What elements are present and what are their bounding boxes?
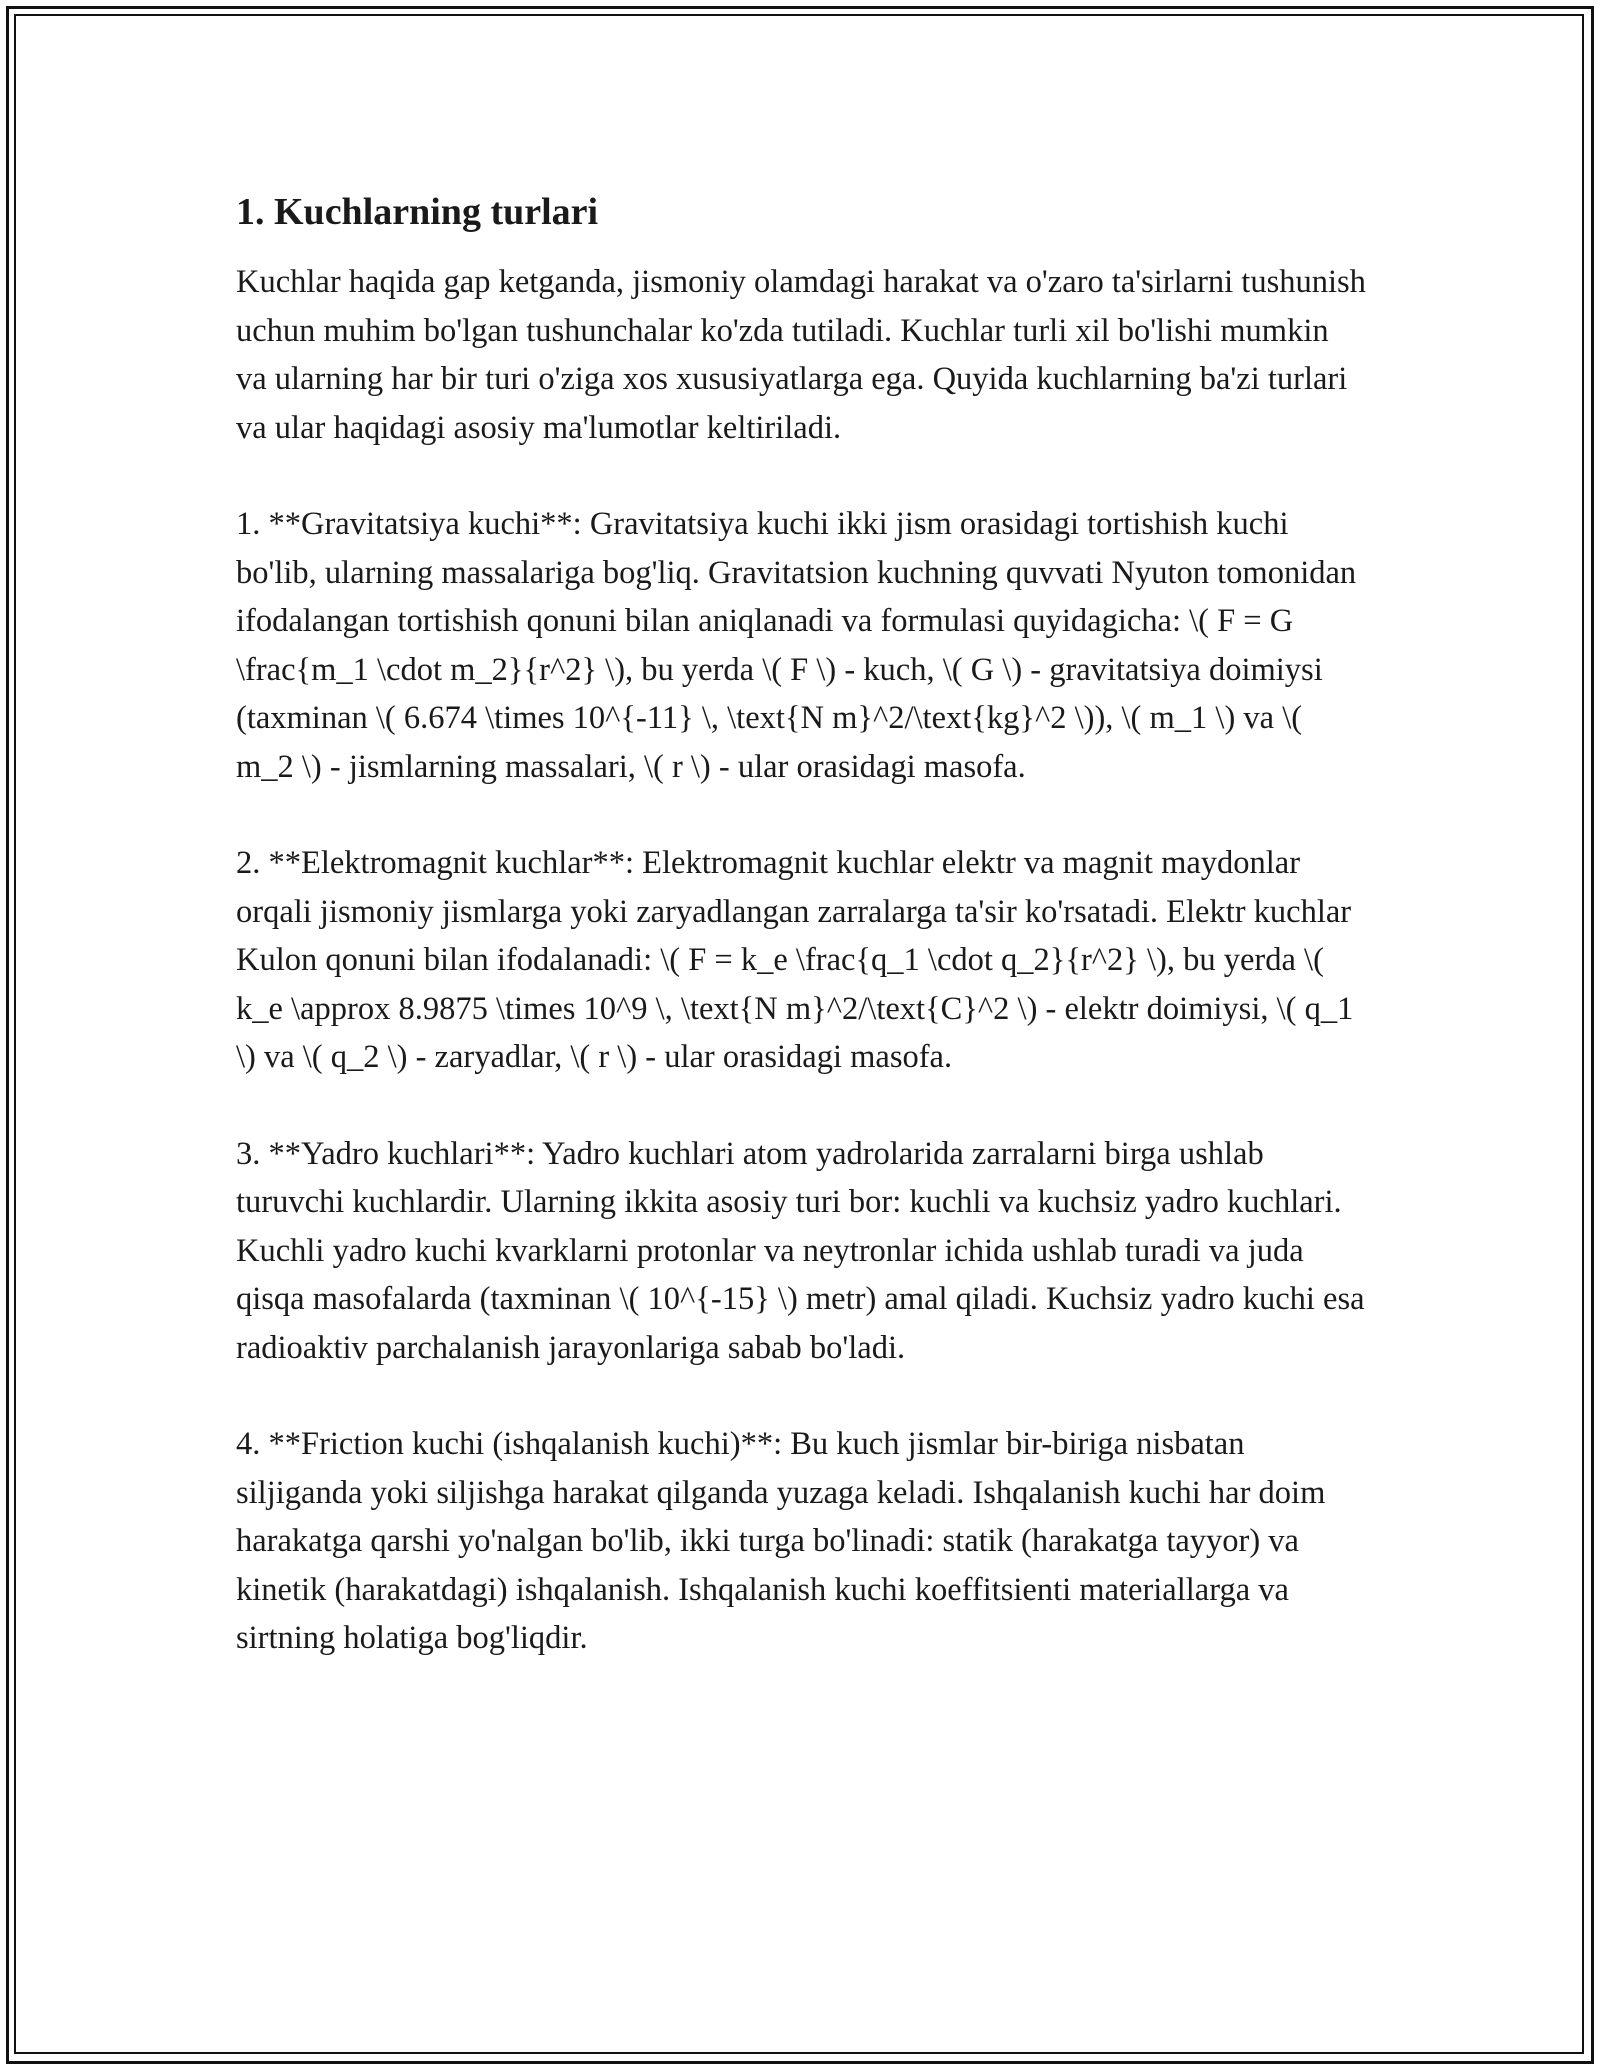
section-heading: 1. Kuchlarning turlari (236, 191, 599, 233)
gravity-paragraph: 1. **Gravitatsiya kuchi**: Gravitatsiya kuchi ikki jism orasidagi tortishish kuchi bo'lib, ularning massalariga bog'liq. Gravitatsion kuchning quvvati Nyuton tomonidan ifodalangan tortishish qonuni bilan aniqlanadi va formulasi quyidagicha: \( F = G \frac{m_1 \cdot m_2}{r^2} \), bu yerda \( F \) - kuch, \( G \) - gravitatsiya doimiysi (taxminan \( 6.674 \times 10^{-11} \, \text{N m}^2/\text{kg}^2 \)), \( m_1 \) va \( m_2 \) - jismlarning massalari, \( r \) - ular orasidagi masofa. (236, 506, 1357, 785)
intro-paragraph: Kuchlar haqida gap ketganda, jismoniy olamdagi harakat va o'zaro ta'sirlarni tushunish uchun muhim bo'lgan tushunchalar ko'zda tutiladi. Kuchlar turli xil bo'lishi mumkin va ularning har bir turi o'ziga xos xususiyatlarga ega. Quyida kuchlarning ba'zi turlari va ular haqidagi asosiy ma'lumotlar keltiriladi. (236, 264, 1366, 446)
friction-paragraph: 4. **Friction kuchi (ishqalanish kuchi)**: Bu kuch jismlar bir-biriga nisbatan siljiganda yoki siljishga harakat qilganda yuzaga keladi. Ishqalanish kuchi har doim harakatga qarshi yo'nalgan bo'lib, ikki turga bo'linadi: statik (harakatga tayyor) va kinetik (harakatdagi) ishqalanish. Ishqalanish kuchi koeffitsienti materiallarga va sirtning holatiga bog'liqdir. (236, 1426, 1326, 1656)
electromagnetic-paragraph: 2. **Elektromagnit kuchlar**: Elektromagnit kuchlar elektr va magnit maydonlar orqali jismoniy jismlarga yoki zaryadlangan zarralarga ta'sir ko'rsatadi. Elektr kuchlar Kulon qonuni bilan ifodalanadi: \( F = k_e \frac{q_1 \cdot q_2}{r^2} \), bu yerda \( k_e \approx 8.9875 \times 10^9 \, \text{N m}^2/\text{C}^2 \) - elektr doimiysi, \( q_1 \) va \( q_2 \) - zaryadlar, \( r \) - ular orasidagi masofa. (236, 845, 1354, 1075)
nuclear-paragraph: 3. **Yadro kuchlari**: Yadro kuchlari atom yadrolarida zarralarni birga ushlab turuvchi kuchlardir. Ularning ikkita asosiy turi bor: kuchli va kuchsiz yadro kuchlari. Kuchli yadro kuchi kvarklarni protonlar va neytronlar ichida ushlab turadi va juda qisqa masofalarda (taxminan \( 10^{-15} \) metr) amal qiladi. Kuchsiz yadro kuchi esa radioaktiv parchalanish jarayonlariga sabab bo'ladi. (236, 1135, 1365, 1366)
document-body (236, 186, 1366, 1711)
